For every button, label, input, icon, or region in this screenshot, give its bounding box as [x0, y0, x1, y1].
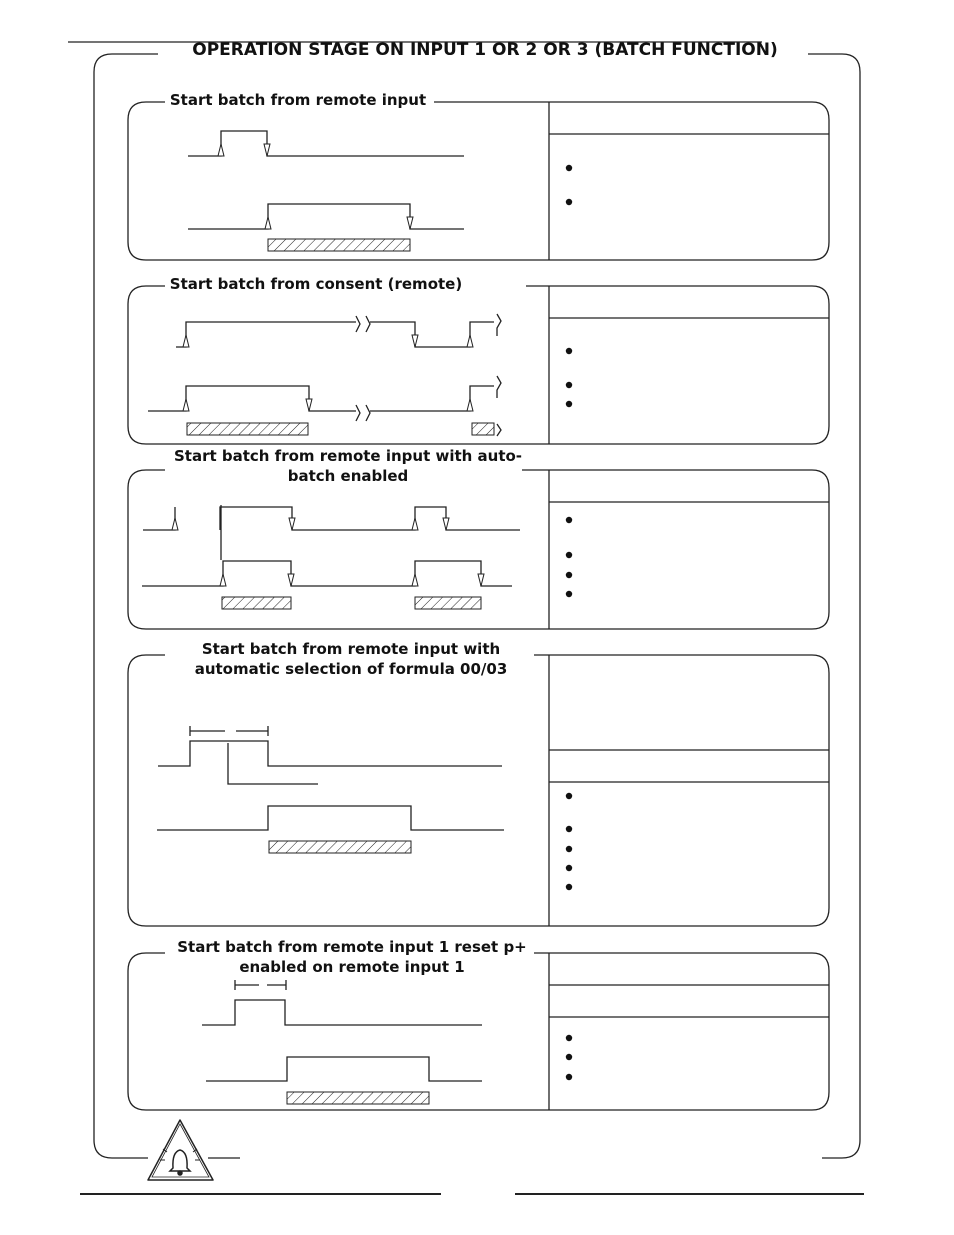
- edge-arrow: [220, 574, 226, 586]
- signal-output-3: [142, 561, 512, 586]
- edge-arrow: [412, 335, 418, 347]
- signal-output-2: [148, 386, 356, 411]
- signal-input-3: [143, 507, 175, 530]
- signal-input-4: [158, 741, 502, 766]
- edge-arrow: [407, 217, 413, 229]
- alarm-bell-warning-icon: [148, 1120, 213, 1180]
- bullet: [566, 165, 572, 171]
- signal-input-2: [176, 322, 356, 347]
- bullet: [566, 1054, 572, 1060]
- bullet: [566, 793, 572, 799]
- break-marks-2: [356, 314, 501, 436]
- batch-bar-2b: [472, 423, 494, 435]
- bullet: [566, 846, 572, 852]
- signal-output-4: [157, 806, 504, 830]
- signal-output-5: [206, 1057, 482, 1081]
- bullet: [566, 199, 572, 205]
- edge-arrow: [183, 335, 189, 347]
- section-title-4: Start batch from remote input with automatic selection of formula 00/03: [186, 639, 516, 679]
- edge-arrow: [412, 574, 418, 586]
- batch-bar-2: [187, 423, 308, 435]
- edge-arrow: [172, 518, 178, 530]
- bullet: [566, 401, 572, 407]
- time-marker-4: [190, 726, 268, 736]
- edge-arrow: [218, 144, 224, 156]
- edge-arrow: [265, 217, 271, 229]
- edge-arrow: [183, 399, 189, 411]
- time-marker-5: [235, 980, 286, 990]
- batch-bar-3a: [222, 597, 291, 609]
- bullet: [566, 572, 572, 578]
- batch-bar-3b: [415, 597, 481, 609]
- edge-arrow: [288, 574, 294, 586]
- bullet: [566, 591, 572, 597]
- bullet: [566, 1074, 572, 1080]
- section-box-2: [128, 286, 829, 444]
- bullet: [566, 826, 572, 832]
- edge-arrow: [443, 518, 449, 530]
- batch-bar-4: [269, 841, 411, 853]
- bullet: [566, 517, 572, 523]
- bullet: [566, 382, 572, 388]
- edge-arrow: [478, 574, 484, 586]
- signal-output-1: [188, 204, 464, 229]
- section-title-1: Start batch from remote input: [169, 91, 427, 109]
- edge-arrow: [289, 518, 295, 530]
- edge-arrow: [467, 335, 473, 347]
- bullet: [566, 865, 572, 871]
- section-box-1: [128, 102, 829, 260]
- bullet: [566, 348, 572, 354]
- edge-arrow: [306, 399, 312, 411]
- section-title-5: Start batch from remote input 1 reset p+ enabled on remote input 1: [172, 937, 532, 977]
- bullet: [566, 884, 572, 890]
- section-title-3: Start batch from remote input with auto-batch enabled: [170, 446, 526, 486]
- batch-bar-5: [287, 1092, 429, 1104]
- section-box-4: [128, 655, 829, 926]
- edge-arrow: [264, 144, 270, 156]
- section-box-5: [128, 953, 829, 1110]
- page-title: OPERATION STAGE ON INPUT 1 OR 2 OR 3 (BATCH FUNCTION): [150, 40, 820, 60]
- section-title-2: Start batch from consent (remote): [169, 275, 463, 293]
- edge-arrow: [467, 399, 473, 411]
- bullet: [566, 1035, 572, 1041]
- bullet: [566, 552, 572, 558]
- edge-arrow: [412, 518, 418, 530]
- batch-bar-1: [268, 239, 410, 251]
- signal-input-1: [188, 131, 464, 156]
- signal-input-5: [202, 1000, 482, 1025]
